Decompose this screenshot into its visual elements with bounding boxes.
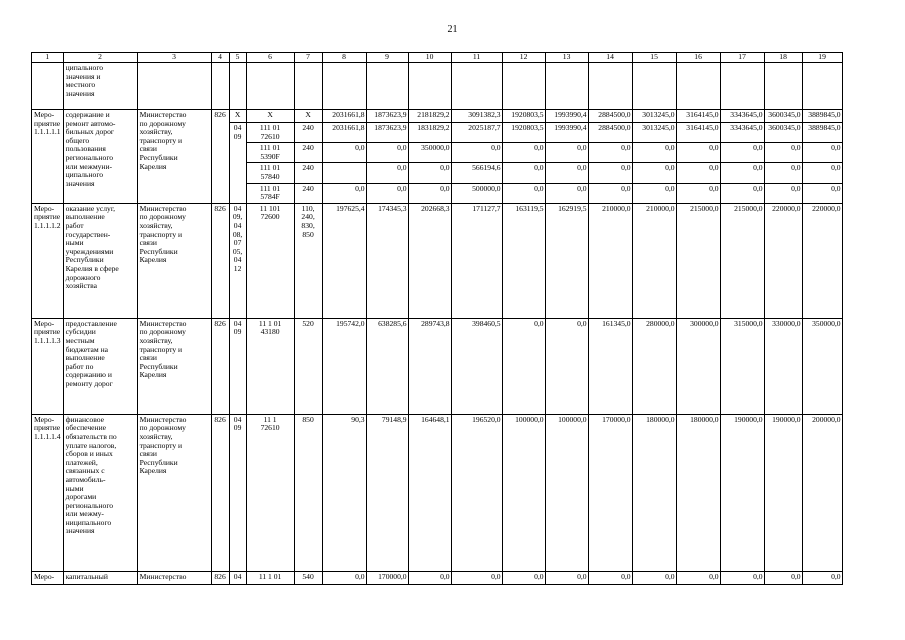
vr-code: 850: [294, 414, 322, 571]
header-cell: 10: [408, 53, 451, 63]
cell: [764, 63, 802, 110]
value-cell: 0,0: [545, 318, 588, 414]
value-cell: 210000,0: [632, 203, 676, 318]
table-row: [32, 571, 843, 584]
value-cell: 0,0: [802, 163, 842, 183]
value-cell: 100000,0: [545, 414, 588, 571]
header-cell: 13: [545, 53, 588, 63]
header-cell: 12: [502, 53, 545, 63]
measure-name: Меро-: [32, 571, 64, 584]
value-cell: 0,0: [502, 318, 545, 414]
header-cell: 7: [294, 53, 322, 63]
cell: [588, 63, 632, 110]
cell: [229, 63, 246, 110]
value-cell: 0,0: [408, 571, 451, 584]
cell: [632, 63, 676, 110]
measure-description: предоставление субсидии местным бюджетам на выполнение работ по содержанию и ремонту дорог: [63, 318, 137, 414]
value-cell: 0,0: [588, 571, 632, 584]
table-row: [32, 203, 843, 318]
value-cell: 3091382,3: [451, 110, 502, 123]
value-cell: 566194,6: [451, 163, 502, 183]
measure-description: финансовое обеспечение обязательств по уплате налогов, сборов и иных платежей, связанных с автомобиль- ными дорогами регионального или межму- ниципального значения: [63, 414, 137, 571]
value-cell: 1831829,2: [408, 123, 451, 143]
value-cell: 200000,0: [802, 414, 842, 571]
rz-code: 04 09: [229, 123, 246, 204]
value-cell: 0,0: [502, 143, 545, 163]
value-cell: 1873623,9: [366, 123, 408, 143]
header-cell: 9: [366, 53, 408, 63]
value-cell: 170000,0: [366, 571, 408, 584]
value-cell: 171127,7: [451, 203, 502, 318]
value-cell: 315000,0: [720, 318, 764, 414]
table-row: [32, 110, 843, 123]
responsible-org: Министерство по дорожному хозяйству, транспорту и связи Республики Карелия: [137, 203, 211, 318]
value-cell: 0,0: [408, 163, 451, 183]
value-cell: 3013245,0: [632, 110, 676, 123]
header-cell: 17: [720, 53, 764, 63]
grbs-code: 826: [211, 110, 229, 204]
measure-description: содержание и ремонт автомо- бильных дорог общего пользования регионального или межмуни- ципального значения: [63, 110, 137, 204]
value-cell: 0,0: [545, 183, 588, 203]
csr-code: Х: [246, 110, 294, 123]
value-cell: 220000,0: [802, 203, 842, 318]
value-cell: 0,0: [502, 163, 545, 183]
vr-code: 240: [294, 143, 322, 163]
measure-name: Меро- приятие 1.1.1.1.3: [32, 318, 64, 414]
value-cell: 350000,0: [802, 318, 842, 414]
value-cell: 0,0: [322, 571, 366, 584]
value-cell: 3889845,0: [802, 110, 842, 123]
value-cell: [322, 163, 366, 183]
value-cell: 0,0: [764, 163, 802, 183]
value-cell: 3164145,0: [676, 123, 720, 143]
value-cell: 174345,3: [366, 203, 408, 318]
value-cell: 0,0: [802, 571, 842, 584]
csr-code: 11 101 72600: [246, 203, 294, 318]
value-cell: 161345,0: [588, 318, 632, 414]
value-cell: 0,0: [676, 183, 720, 203]
value-cell: 0,0: [366, 183, 408, 203]
grbs-code: 826: [211, 318, 229, 414]
value-cell: 1920803,5: [502, 110, 545, 123]
value-cell: 0,0: [720, 143, 764, 163]
value-cell: 0,0: [366, 163, 408, 183]
value-cell: 3164145,0: [676, 110, 720, 123]
value-cell: 202668,3: [408, 203, 451, 318]
value-cell: 0,0: [451, 571, 502, 584]
vr-code: 240: [294, 183, 322, 203]
rz-code: 04 09: [229, 318, 246, 414]
value-cell: 289743,8: [408, 318, 451, 414]
cell: [32, 63, 64, 110]
value-cell: 3889845,0: [802, 123, 842, 143]
csr-code: 11 1 72610: [246, 414, 294, 571]
value-cell: 3600345,0: [764, 123, 802, 143]
value-cell: 210000,0: [588, 203, 632, 318]
value-cell: 90,3: [322, 414, 366, 571]
cell: [502, 63, 545, 110]
measure-description: оказание услуг, выполнение работ государствен- ными учреждениями Республики Карелия в сфере дорожного хозяйства: [63, 203, 137, 318]
value-cell: 0,0: [676, 571, 720, 584]
value-cell: 100000,0: [502, 414, 545, 571]
value-cell: 162919,5: [545, 203, 588, 318]
value-cell: 180000,0: [676, 414, 720, 571]
value-cell: 0,0: [720, 571, 764, 584]
value-cell: 0,0: [632, 571, 676, 584]
value-cell: 2884500,0: [588, 123, 632, 143]
value-cell: 0,0: [366, 143, 408, 163]
value-cell: 79148,9: [366, 414, 408, 571]
header-cell: 5: [229, 53, 246, 63]
value-cell: 2181829,2: [408, 110, 451, 123]
page-number: 21: [447, 24, 458, 35]
cell: [451, 63, 502, 110]
grbs-code: 826: [211, 414, 229, 571]
csr-code: 11 1 01: [246, 571, 294, 584]
header-cell: 15: [632, 53, 676, 63]
csr-code: 111 01 5784F: [246, 183, 294, 203]
value-cell: 2025187,7: [451, 123, 502, 143]
value-cell: 1993990,4: [545, 123, 588, 143]
cell: [802, 63, 842, 110]
value-cell: 190000,0: [764, 414, 802, 571]
rz-code: 04 09: [229, 414, 246, 571]
value-cell: 0,0: [802, 143, 842, 163]
cell: [676, 63, 720, 110]
value-cell: 2031661,8: [322, 123, 366, 143]
value-cell: 0,0: [322, 143, 366, 163]
value-cell: 0,0: [632, 163, 676, 183]
rz-code: 04 09, 04 08, 07 05, 04 12: [229, 203, 246, 318]
header-cell: 8: [322, 53, 366, 63]
header-cell: 6: [246, 53, 294, 63]
value-cell: 170000,0: [588, 414, 632, 571]
header-cell: 4: [211, 53, 229, 63]
cell: [322, 63, 366, 110]
value-cell: 0,0: [632, 183, 676, 203]
value-cell: 0,0: [588, 163, 632, 183]
cell: [366, 63, 408, 110]
csr-code: 111 01 57840: [246, 163, 294, 183]
value-cell: 398460,5: [451, 318, 502, 414]
responsible-org: Министерство по дорожному хозяйству, транспорту и связи Республики Карелия: [137, 318, 211, 414]
responsible-org: Министерство: [137, 571, 211, 584]
value-cell: 0,0: [322, 183, 366, 203]
value-cell: 350000,0: [408, 143, 451, 163]
value-cell: 1920803,5: [502, 123, 545, 143]
rz-code: Х: [229, 110, 246, 123]
value-cell: 0,0: [588, 143, 632, 163]
value-cell: 215000,0: [676, 203, 720, 318]
vr-code: 110, 240, 830, 850: [294, 203, 322, 318]
measure-name: Меро- приятие 1.1.1.1.1: [32, 110, 64, 204]
cell: [211, 63, 229, 110]
cell: [720, 63, 764, 110]
value-cell: 180000,0: [632, 414, 676, 571]
value-cell: 0,0: [720, 163, 764, 183]
value-cell: 0,0: [502, 571, 545, 584]
header-cell: 14: [588, 53, 632, 63]
value-cell: 0,0: [676, 143, 720, 163]
value-cell: 0,0: [451, 143, 502, 163]
table-row: [32, 63, 843, 110]
measure-description: ципального значения и местного значения: [63, 63, 137, 110]
value-cell: 197625,4: [322, 203, 366, 318]
header-cell: 18: [764, 53, 802, 63]
value-cell: 0,0: [802, 183, 842, 203]
vr-code: 240: [294, 163, 322, 183]
header-cell: 11: [451, 53, 502, 63]
vr-code: 240: [294, 123, 322, 143]
header-cell: 1: [32, 53, 64, 63]
header-row: [32, 53, 843, 63]
cell: [246, 63, 294, 110]
measure-name: Меро- приятие 1.1.1.1.2: [32, 203, 64, 318]
value-cell: 0,0: [764, 571, 802, 584]
value-cell: 3013245,0: [632, 123, 676, 143]
value-cell: 190000,0: [720, 414, 764, 571]
value-cell: 163119,5: [502, 203, 545, 318]
value-cell: 220000,0: [764, 203, 802, 318]
header-cell: 19: [802, 53, 842, 63]
value-cell: 500000,0: [451, 183, 502, 203]
responsible-org: Министерство по дорожному хозяйству, транспорту и связи Республики Карелия: [137, 414, 211, 571]
rz-code: 04: [229, 571, 246, 584]
grbs-code: 826: [211, 203, 229, 318]
value-cell: 0,0: [545, 163, 588, 183]
header-cell: 3: [137, 53, 211, 63]
value-cell: 164648,1: [408, 414, 451, 571]
cell: [408, 63, 451, 110]
csr-code: 111 01 5390F: [246, 143, 294, 163]
value-cell: 280000,0: [632, 318, 676, 414]
cell: [137, 63, 211, 110]
header-cell: 2: [63, 53, 137, 63]
value-cell: 1873623,9: [366, 110, 408, 123]
header-cell: 16: [676, 53, 720, 63]
csr-code: 11 1 01 43180: [246, 318, 294, 414]
value-cell: 0,0: [588, 183, 632, 203]
measure-name: Меро- приятие 1.1.1.1.4: [32, 414, 64, 571]
value-cell: 0,0: [545, 143, 588, 163]
value-cell: 3600345,0: [764, 110, 802, 123]
measure-description: капитальный: [63, 571, 137, 584]
value-cell: 0,0: [764, 143, 802, 163]
budget-table: [31, 52, 843, 585]
value-cell: 0,0: [632, 143, 676, 163]
cell: [294, 63, 322, 110]
csr-code: 111 01 72610: [246, 123, 294, 143]
value-cell: 3343645,0: [720, 110, 764, 123]
value-cell: 215000,0: [720, 203, 764, 318]
cell: [545, 63, 588, 110]
grbs-code: 826: [211, 571, 229, 584]
value-cell: 638285,6: [366, 318, 408, 414]
vr-code: 520: [294, 318, 322, 414]
vr-code: Х: [294, 110, 322, 123]
vr-code: 540: [294, 571, 322, 584]
table-row: [32, 318, 843, 414]
value-cell: 1993990,4: [545, 110, 588, 123]
value-cell: 300000,0: [676, 318, 720, 414]
responsible-org: Министерство по дорожному хозяйству, транспорту и связи Республики Карелия: [137, 110, 211, 204]
value-cell: 195742,0: [322, 318, 366, 414]
value-cell: 330000,0: [764, 318, 802, 414]
value-cell: 0,0: [545, 571, 588, 584]
value-cell: 0,0: [676, 163, 720, 183]
value-cell: 0,0: [502, 183, 545, 203]
table-row: [32, 414, 843, 571]
value-cell: 0,0: [764, 183, 802, 203]
value-cell: 0,0: [408, 183, 451, 203]
value-cell: 196520,0: [451, 414, 502, 571]
value-cell: 0,0: [720, 183, 764, 203]
value-cell: 3343645,0: [720, 123, 764, 143]
value-cell: 2884500,0: [588, 110, 632, 123]
value-cell: 2031661,8: [322, 110, 366, 123]
